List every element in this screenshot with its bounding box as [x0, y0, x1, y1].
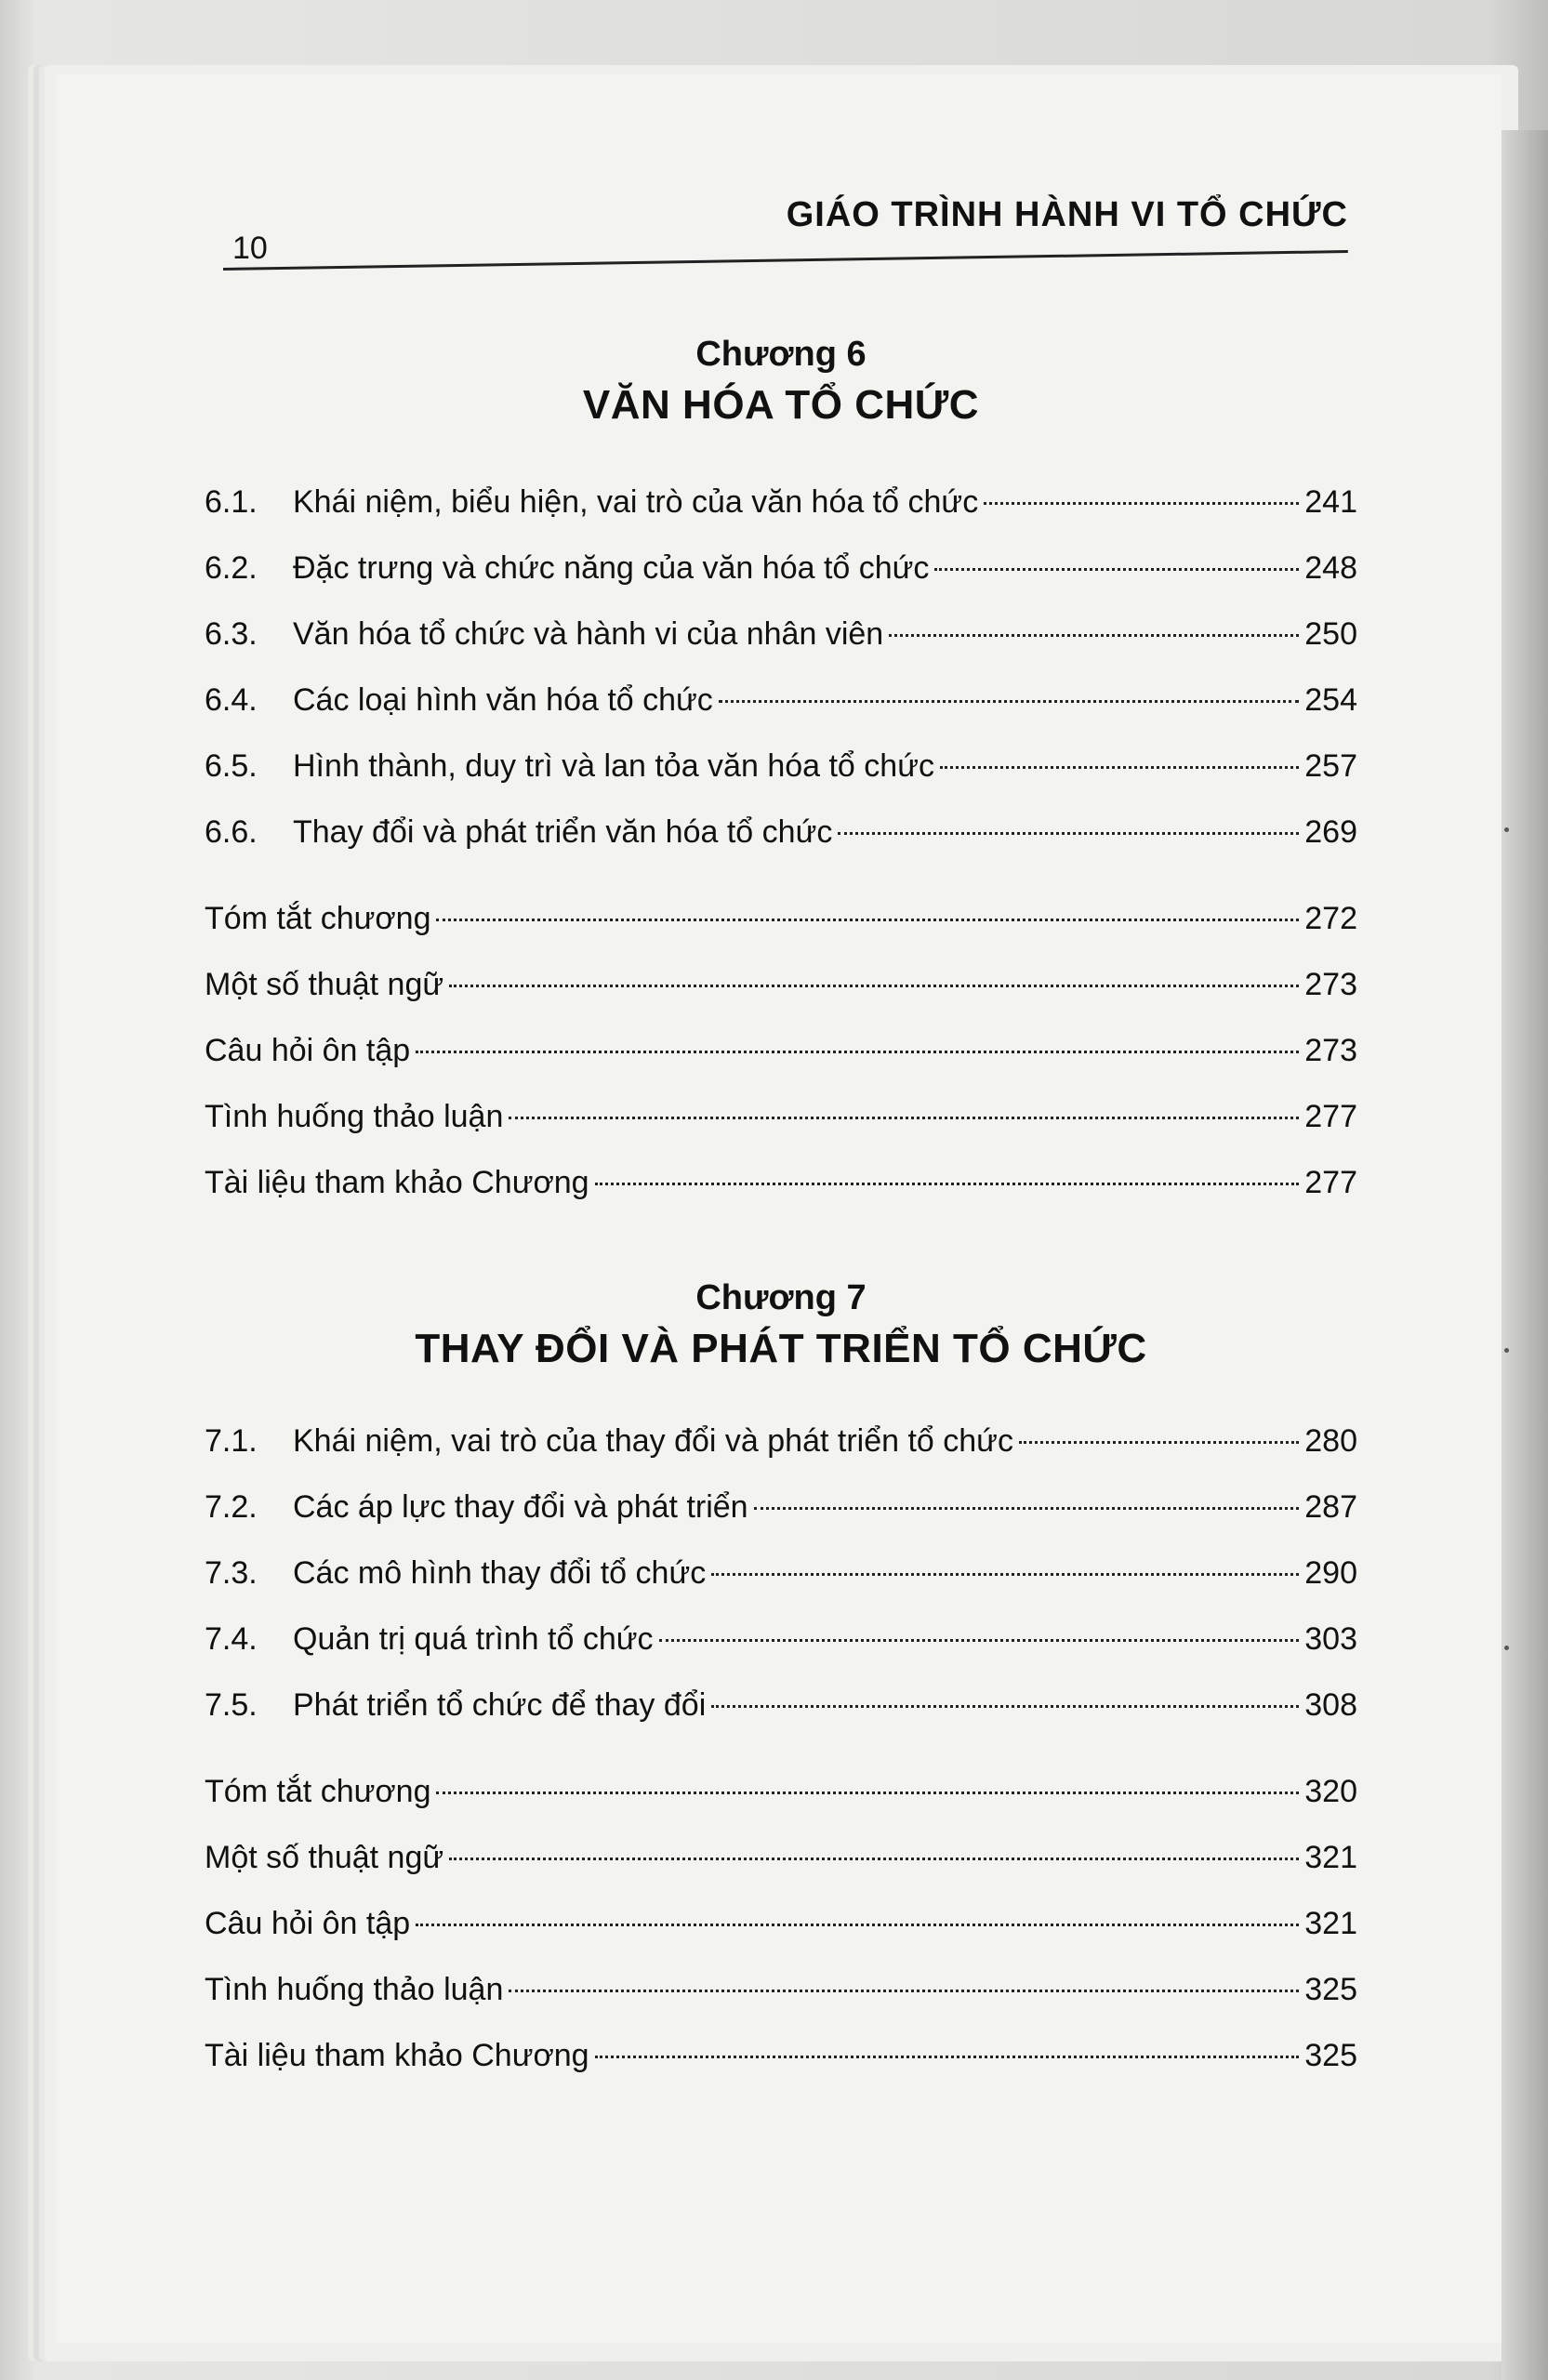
- chapter-number: Chương 7: [695, 1278, 867, 1317]
- toc-section-row: [205, 814, 1357, 880]
- page-ref: 273: [1304, 967, 1357, 1002]
- chapter-title: THAY ĐỔI VÀ PHÁT TRIỂN TỔ CHỨC: [415, 1326, 1147, 1371]
- toc-section-row: [205, 550, 1357, 616]
- page-ref: 250: [1304, 616, 1357, 652]
- page-ref: 290: [1304, 1555, 1357, 1591]
- page-ref: 277: [1304, 1165, 1357, 1200]
- toc-section-row: [205, 748, 1357, 814]
- page-ref: 248: [1304, 550, 1357, 586]
- extra-title: Tình huống thảo luận: [205, 1972, 504, 2007]
- dot-leader: [595, 2056, 1300, 2058]
- page-ref: 321: [1304, 1840, 1357, 1875]
- dot-leader: [509, 1117, 1299, 1119]
- extra-title: Câu hỏi ôn tập: [205, 1906, 411, 1941]
- header-rule: [223, 250, 1348, 271]
- section-title: Đặc trưng và chức năng của văn hóa tổ chức: [293, 550, 930, 586]
- toc-extra-row: [205, 1972, 1357, 2038]
- section-title: Quản trị quá trình tổ chức: [293, 1621, 654, 1657]
- dot-leader: [984, 502, 1299, 505]
- dot-leader: [1019, 1441, 1299, 1444]
- section-title: Phát triển tổ chức để thay đổi: [293, 1687, 707, 1723]
- page-ref: 273: [1304, 1033, 1357, 1068]
- extra-title: Một số thuật ngữ: [205, 1840, 444, 1875]
- chapter-heading: [205, 335, 1357, 429]
- toc-section-row: [205, 1621, 1357, 1687]
- section-number: 6.4.: [205, 682, 258, 718]
- section-number: 6.3.: [205, 616, 258, 652]
- dot-leader: [509, 1990, 1299, 1992]
- dot-leader: [940, 766, 1299, 769]
- toc-extra-row: [205, 967, 1357, 1033]
- section-title: Thay đổi và phát triển văn hóa tổ chức: [293, 814, 833, 850]
- extra-title: Tài liệu tham khảo Chương: [205, 1165, 589, 1200]
- extra-title: Tóm tắt chương: [205, 1774, 431, 1809]
- toc-extra-row: [205, 1165, 1357, 1231]
- binding-hole: [1504, 827, 1509, 832]
- section-title: Khái niệm, biểu hiện, vai trò của văn hóa tổ chức: [293, 484, 979, 520]
- page-ref: 303: [1304, 1621, 1357, 1657]
- section-number: 6.5.: [205, 748, 258, 784]
- extra-title: Câu hỏi ôn tập: [205, 1033, 411, 1068]
- page-ref: 308: [1304, 1687, 1357, 1723]
- page-ref: 254: [1304, 682, 1357, 718]
- dot-leader: [838, 832, 1299, 835]
- section-number: 7.5.: [205, 1687, 258, 1723]
- toc-section-row: [205, 1687, 1357, 1753]
- page-ref: 325: [1304, 1972, 1357, 2007]
- section-title: Văn hóa tổ chức và hành vi của nhân viên: [293, 616, 884, 652]
- dot-leader: [449, 1858, 1299, 1860]
- dot-leader: [436, 1792, 1299, 1794]
- chapter-number: Chương 6: [695, 335, 867, 374]
- toc-section-row: [205, 682, 1357, 748]
- dot-leader: [449, 985, 1299, 987]
- page-ref: 320: [1304, 1774, 1357, 1809]
- section-number: 6.1.: [205, 484, 258, 520]
- page-ref: 241: [1304, 484, 1357, 520]
- dot-leader: [719, 700, 1299, 703]
- section-title: Các áp lực thay đổi và phát triển: [293, 1489, 748, 1525]
- toc-section-row: [205, 616, 1357, 682]
- section-number: 7.4.: [205, 1621, 258, 1657]
- toc-extra-row: [205, 2038, 1357, 2104]
- extra-title: Tóm tắt chương: [205, 901, 431, 936]
- page-ref: 280: [1304, 1423, 1357, 1459]
- dot-leader: [436, 919, 1299, 921]
- toc-extra-row: [205, 1099, 1357, 1165]
- toc-section-row: [205, 484, 1357, 550]
- page-header: [223, 167, 1348, 279]
- dot-leader: [416, 1924, 1299, 1926]
- extra-title: Tình huống thảo luận: [205, 1099, 504, 1134]
- chapter-heading: [205, 1278, 1357, 1372]
- section-number: 7.2.: [205, 1489, 258, 1525]
- section-title: Hình thành, duy trì và lan tỏa văn hóa tổ chức: [293, 748, 934, 784]
- binding-hole: [1504, 1348, 1509, 1353]
- section-title: Các mô hình thay đổi tổ chức: [293, 1555, 707, 1591]
- section-number: 6.6.: [205, 814, 258, 850]
- dot-leader: [889, 634, 1299, 637]
- page-ref: 287: [1304, 1489, 1357, 1525]
- toc-extra-row: [205, 1774, 1357, 1840]
- dot-leader: [659, 1639, 1300, 1642]
- toc-extra-row: [205, 901, 1357, 967]
- toc-extra-row: [205, 1033, 1357, 1099]
- toc-extra-row: [205, 1840, 1357, 1906]
- extra-title: Một số thuật ngữ: [205, 967, 444, 1002]
- toc-section-row: [205, 1489, 1357, 1555]
- toc-extra-row: [205, 1906, 1357, 1972]
- chapter-6-block: [205, 335, 1357, 1231]
- dot-leader: [934, 568, 1299, 571]
- section-number: 6.2.: [205, 550, 258, 586]
- page-ref: 277: [1304, 1099, 1357, 1134]
- section-title: Các loại hình văn hóa tổ chức: [293, 682, 713, 718]
- chapter-7-block: [205, 1278, 1357, 2104]
- section-number: 7.3.: [205, 1555, 258, 1591]
- dot-leader: [711, 1573, 1299, 1576]
- dot-leader: [754, 1507, 1300, 1510]
- page-ref: 325: [1304, 2038, 1357, 2073]
- facing-page-edge: [1502, 130, 1548, 2380]
- page-ref: 269: [1304, 814, 1357, 850]
- extra-title: Tài liệu tham khảo Chương: [205, 2038, 589, 2073]
- page-ref: 272: [1304, 901, 1357, 936]
- running-title: GIÁO TRÌNH HÀNH VI TỔ CHỨC: [786, 195, 1348, 234]
- page-number: 10: [232, 231, 268, 266]
- page-ref: 321: [1304, 1906, 1357, 1941]
- dot-leader: [711, 1705, 1299, 1708]
- toc-section-row: [205, 1555, 1357, 1621]
- toc-section-row: [205, 1423, 1357, 1489]
- section-number: 7.1.: [205, 1423, 258, 1459]
- binding-hole: [1504, 1646, 1509, 1650]
- section-title: Khái niệm, vai trò của thay đổi và phát triển tổ chức: [293, 1423, 1013, 1459]
- chapter-title: VĂN HÓA TỔ CHỨC: [582, 382, 980, 428]
- page-ref: 257: [1304, 748, 1357, 784]
- dot-leader: [416, 1051, 1299, 1053]
- dot-leader: [595, 1183, 1300, 1185]
